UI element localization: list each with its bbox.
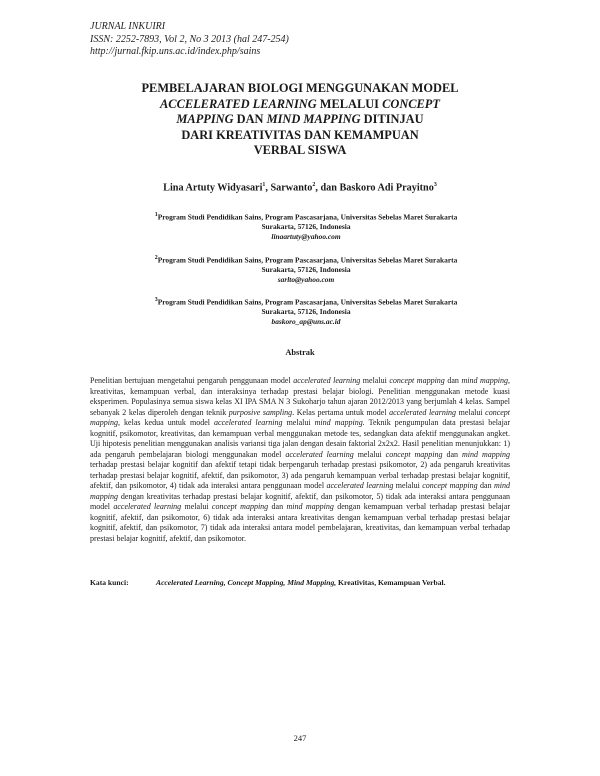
title-line-2: ACCELERATED LEARNING MELALUI CONCEPT [160, 96, 440, 111]
journal-issn: ISSN: 2252-7893, Vol 2, No 3 2013 (hal 247-254) [90, 33, 289, 45]
paper-title [100, 81, 500, 159]
affiliation-3: $^3$Program Studi Pendidikan Sains, Program Pascasarjana, Universitas Sebelas Maret Surakarta Surakarta, 57126, Indonesia baskoro_ap@uns.ac.id [126, 295, 486, 327]
title-line-5: VERBAL SISWA [253, 143, 347, 157]
abstract-heading: Abstrak [285, 348, 315, 357]
author-list: Lina Artuty Widyasari$^1$, Sarwanto$^2$, dan Baskoro Adi Prayitno$^3$ [163, 182, 437, 194]
affiliation-1: $^1$Program Studi Pendidikan Sains, Program Pascasarjana, Universitas Sebelas Maret Surakarta Surakarta, 57126, Indonesia linaartuty@yahoo.com [126, 210, 486, 242]
keywords-label: Kata kunci: [90, 578, 129, 587]
title-line-1: PEMBELAJARAN BIOLOGI MENGGUNAKAN MODEL [141, 81, 459, 95]
affiliation-email[interactable]: sarlto@yahoo.com [277, 275, 335, 285]
journal-url[interactable]: http://jurnal.fkip.uns.ac.id/index.php/sains [90, 46, 261, 57]
keywords-italic: Accelerated Learning, Concept Mapping, Mind Mapping, [156, 578, 337, 587]
journal-name: JURNAL INKUIRI [90, 21, 166, 32]
title-line-4: DARI KREATIVITAS DAN KEMAMPUAN [181, 127, 419, 142]
page-number: 247 [293, 733, 307, 743]
affiliation-2: $^2$Program Studi Pendidikan Sains, Program Pascasarjana, Universitas Sebelas Maret Surakarta Surakarta, 57126, Indonesia sarlto@yahoo.com [126, 253, 486, 285]
affiliation-email[interactable]: baskoro_ap@uns.ac.id [271, 317, 341, 327]
title-line-3: MAPPING DAN MIND MAPPING DITINJAU [176, 112, 424, 126]
journal-header [90, 21, 289, 59]
abstract-body: Penelitian bertujuan mengetahui pengaruh penggunaan model accelerated learning melalui concept mapping dan mind mapping, kreativitas, kemampuan verbal, dan interaksinya terhadap prestasi belajar biologi. Penelitian menggunakan metode kuasi eksperimen. Populasinya semua siswa kelas XI IPA SMA N 3 Sukoharjo tahun ajaran 2012/2013 yang berjumlah 4 kelas. Sampel sebanyak 2 kelas diperoleh dengan teknik purposive sampling. Kelas pertama untuk model accelerated learning melalui concept mapping, kelas kedua untuk model accelerated learning melalui mind mapping. Teknik pengumpulan data prestasi belajar kognitif, psikomotor, kreativitas, dan kemampuan verbal menggunakan metode tes, sedangkan data afektif menggunakan angket. Uji hipotesis penelitian menggunakan analisis variansi tiga jalan dengan desain faktorial 2x2x2. Hasil penelitian menunjukkan: 1) ada pengaruh pembelajaran biologi menggunakan model accelerated learning melalui concept mapping dan mind mapping terhadap prestasi belajar kognitif dan afektif tetapi tidak berpengaruh terhadap prestasi psikomotor, 2) ada pengaruh kreativitas terhadap prestasi belajar kognitif, afektif, dan psikomotor, 3) ada pengaruh kemampuan verbal terhadap prestasi belajar kognitif, afektif, dan psikomotor, 4) tidak ada interaksi antara penggunaan model accelerated learning melalui concept mapping dan mind mapping dengan kreativitas terhadap prestasi belajar kognitif, afektif, dan psikomotor, 5) tidak ada interaksi antara penggunaan model accelerated learning melalui concept mapping dan mind mapping dengan kemampuan verbal terhadap prestasi belajar kognitif, afektif, dan psikomotor, 6) tidak ada interaksi antara kreativitas dengan kemampuan verbal terhadap prestasi belajar kognitif, afektif, dan psikomotor, 7) tidak ada interaksi antara model pembelajaran, kreativitas, dan kemampuan verbal terhadap prestasi belajar kognitif, afektif, dan psikomotor. [90, 376, 511, 543]
keywords-line [90, 578, 510, 587]
affiliation-email[interactable]: linaartuty@yahoo.com [271, 232, 341, 242]
keywords-normal: Kreativitas, Kemampuan Verbal. [336, 578, 446, 587]
